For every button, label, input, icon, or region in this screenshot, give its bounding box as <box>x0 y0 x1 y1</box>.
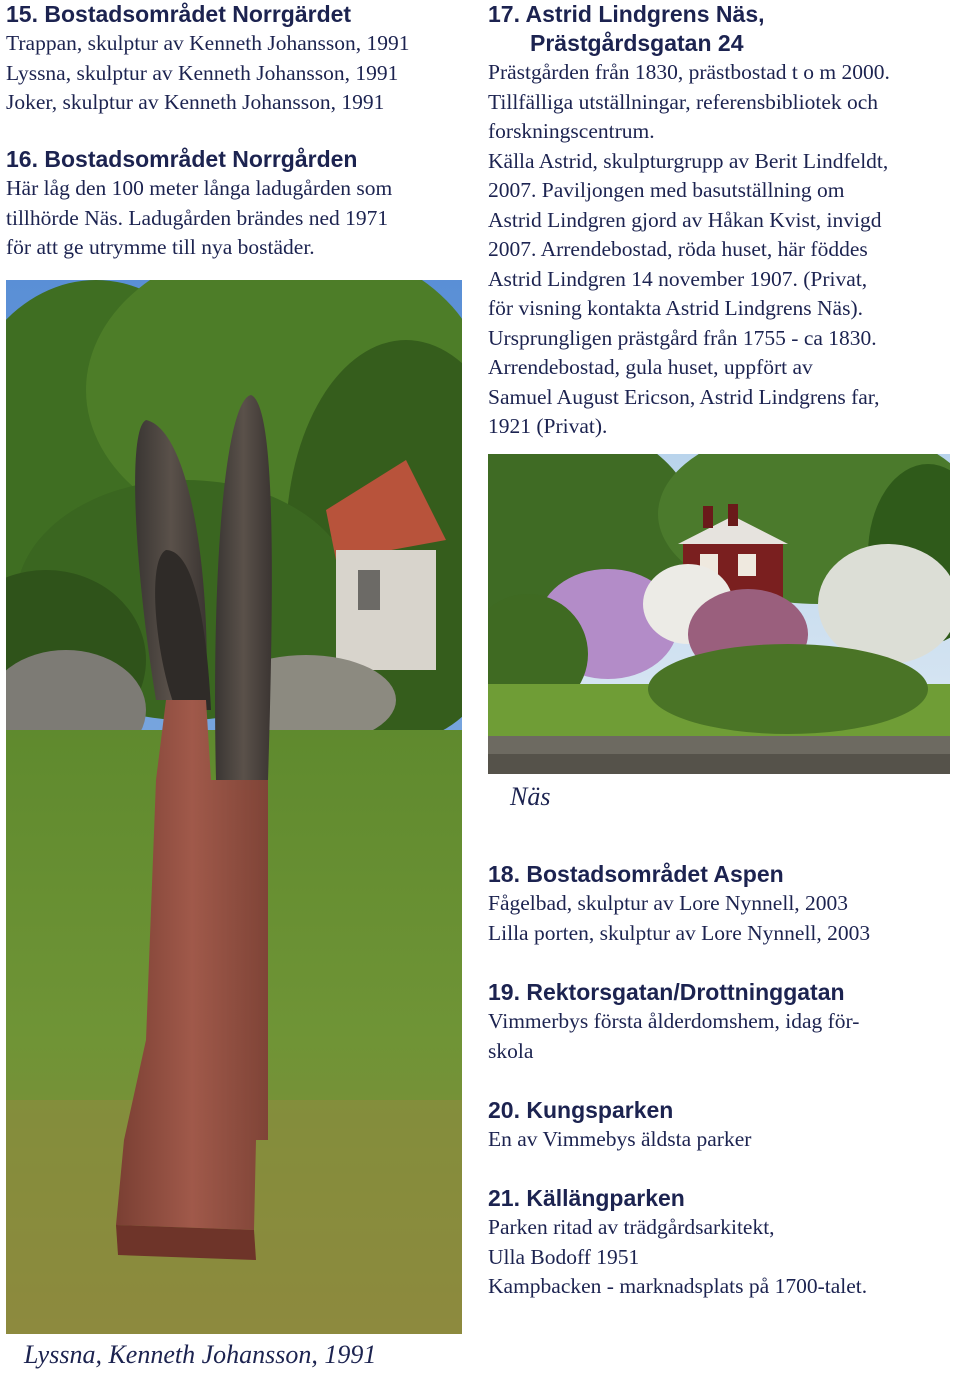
section-16-line-3: för att ge utrymme till nya bostäder. <box>6 235 315 259</box>
photo-nas-caption: Näs <box>510 782 551 811</box>
section-18-title: 18. Bostadsområdet Aspen <box>488 861 784 887</box>
photo-nas <box>488 454 950 774</box>
section-17 <box>488 0 958 442</box>
section-19-line-1: Vimmerbys första ålderdomshem, idag för- <box>488 1009 860 1033</box>
section-21-line-2: Ulla Bodoff 1951 <box>488 1244 640 1269</box>
photo-lyssna-sculpture <box>6 280 462 1334</box>
section-17-line-9: för visning kontakta Astrid Lindgrens Näs). <box>488 296 864 320</box>
section-17-line-11: Arrendebostad, gula huset, uppfört av <box>488 355 813 379</box>
section-17-line-13: 1921 (Privat). <box>488 414 608 438</box>
section-21-title: 21. Källängparken <box>488 1185 685 1211</box>
section-17-line-7: 2007. Arrendebostad, röda huset, här föddes <box>488 237 868 261</box>
section-21-line-1: Parken ritad av trädgårdsarkitekt, <box>488 1215 775 1239</box>
section-17-line-6: Astrid Lindgren gjord av Håkan Kvist, invigd <box>488 207 882 232</box>
section-20 <box>488 1096 958 1155</box>
section-18-line-1: Fågelbad, skulptur av Lore Nynnell, 2003 <box>488 891 849 915</box>
section-17-title-line-1: 17. Astrid Lindgrens Näs, <box>488 1 765 27</box>
section-19-line-2: skola <box>488 1038 534 1063</box>
section-15 <box>6 0 476 118</box>
section-17-line-12: Samuel August Ericson, Astrid Lindgrens far, <box>488 384 880 409</box>
section-19-title: 19. Rektorsgatan/Drottninggatan <box>488 979 845 1005</box>
section-21 <box>488 1184 958 1302</box>
section-17-line-4: Källa Astrid, skulpturgrupp av Berit Lindfeldt, <box>488 148 889 173</box>
section-16-line-1: Här låg den 100 meter långa ladugården som <box>6 176 393 200</box>
section-17-line-2: Tillfälliga utställningar, referensbibliotek och <box>488 89 879 114</box>
section-18-line-2: Lilla porten, skulptur av Lore Nynnell, 2003 <box>488 920 871 945</box>
section-17-title-line-2: Prästgårdsgatan 24 <box>530 30 744 56</box>
section-19 <box>488 978 958 1066</box>
section-17-line-10: Ursprungligen prästgård från 1755 - ca 1830. <box>488 325 877 350</box>
section-16-line-2: tillhörde Näs. Ladugården brändes ned 1971 <box>6 205 389 230</box>
section-20-title: 20. Kungsparken <box>488 1097 674 1123</box>
section-15-title: 15. Bostadsområdet Norrgärdet <box>6 1 352 27</box>
photo-lyssna-caption: Lyssna, Kenneth Johansson, 1991 <box>24 1340 377 1369</box>
section-17-line-3: forskningscentrum. <box>488 119 655 143</box>
section-16-title: 16. Bostadsområdet Norrgården <box>6 146 358 172</box>
section-18 <box>488 860 958 948</box>
section-17-line-8: Astrid Lindgren 14 november 1907. (Privat, <box>488 266 868 291</box>
section-17-line-5: 2007. Paviljongen med basutställning om <box>488 178 845 202</box>
section-15-line-2: Lyssna, skulptur av Kenneth Johansson, 1991 <box>6 60 399 85</box>
section-21-line-3: Kampbacken - marknadsplats på 1700-talet. <box>488 1274 868 1298</box>
section-20-line-1: En av Vimmebys äldsta parker <box>488 1127 752 1151</box>
section-17-line-1: Prästgården från 1830, prästbostad t o m 2000. <box>488 60 890 84</box>
section-16 <box>6 145 476 263</box>
section-15-line-1: Trappan, skulptur av Kenneth Johansson, 1991 <box>6 31 410 55</box>
section-15-line-3: Joker, skulptur av Kenneth Johansson, 1991 <box>6 90 385 114</box>
